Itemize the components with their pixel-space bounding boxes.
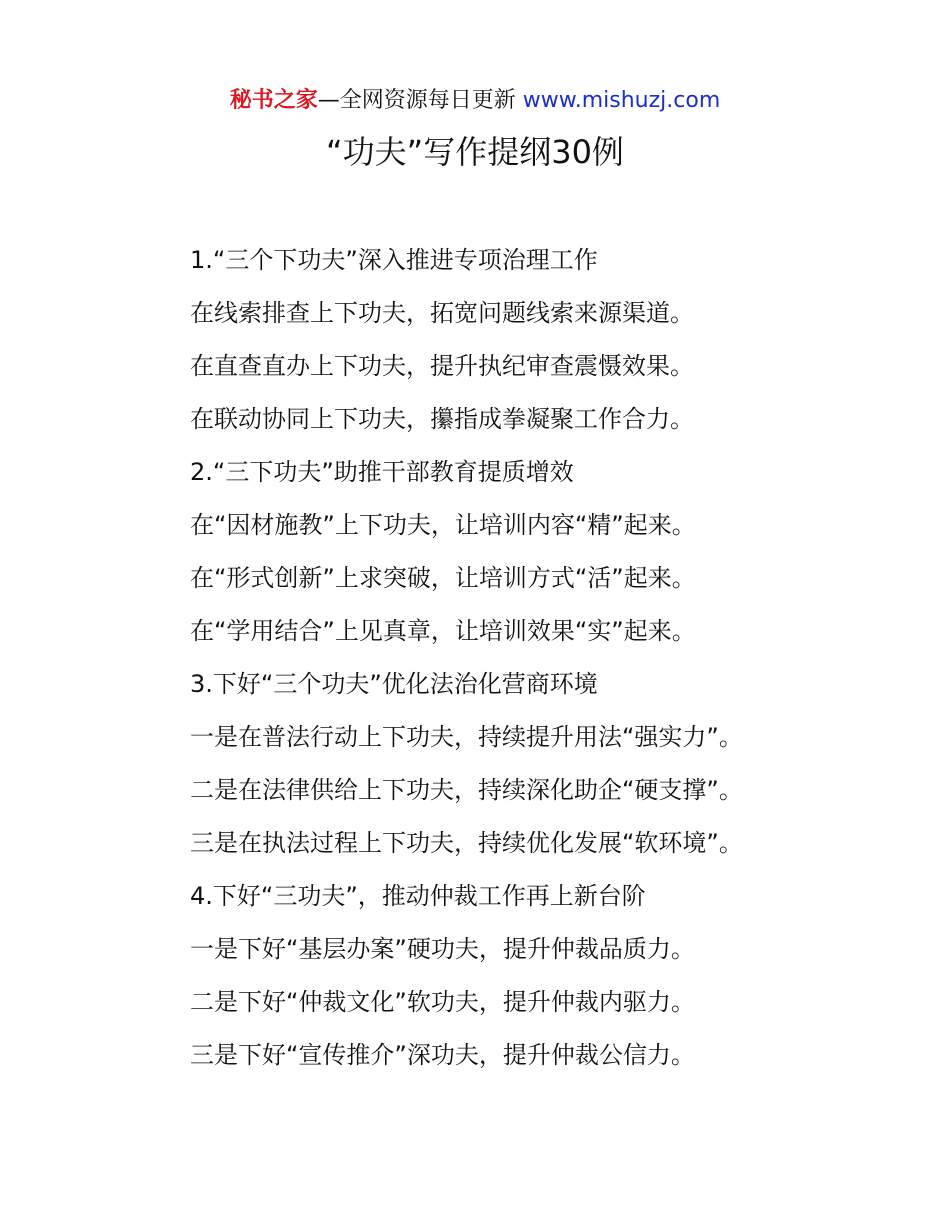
paragraph-line: 在直查直办上下功夫，提升执纪审查震慑效果。 [190, 352, 694, 380]
paragraph-line: 一是在普法行动上下功夫，持续提升用法“强实力”。 [190, 723, 743, 751]
section-heading: 1.“三个下功夫”深入推进专项治理工作 [190, 246, 598, 274]
paragraph-line: 在“形式创新”上求突破，让培训方式“活”起来。 [190, 564, 696, 592]
site-header [0, 86, 950, 116]
paragraph-line: 在“学用结合”上见真章，让培训效果“实”起来。 [190, 617, 696, 645]
section-heading: 2.“三下功夫”助推干部教育提质增效 [190, 458, 574, 486]
paragraph-line: 在联动协同上下功夫，攥指成拳凝聚工作合力。 [190, 405, 694, 433]
site-tagline: —全网资源每日更新 [317, 88, 523, 113]
paragraph-line: 一是下好“基层办案”硬功夫，提升仲裁品质力。 [190, 935, 695, 963]
paragraph-line: 在线索排查上下功夫，拓宽问题线索来源渠道。 [190, 299, 694, 327]
paragraph-line: 三是在执法过程上下功夫，持续优化发展“软环境”。 [190, 829, 743, 857]
paragraph-line: 三是下好“宣传推介”深功夫，提升仲裁公信力。 [190, 1041, 695, 1069]
section-heading: 4.下好“三功夫”，推动仲裁工作再上新台阶 [190, 882, 646, 910]
paragraph-line: 在“因材施教”上下功夫，让培训内容“精”起来。 [190, 511, 696, 539]
paragraph-line: 二是在法律供给上下功夫，持续深化助企“硬支撑”。 [190, 776, 743, 804]
section-heading: 3.下好“三个功夫”优化法治化营商环境 [190, 670, 598, 698]
document-title: “功夫”写作提纲30例 [326, 133, 624, 171]
brand-name: 秘书之家 [229, 88, 318, 113]
site-url-link[interactable]: www.mishuzj.com [522, 88, 721, 113]
document-body [190, 240, 910, 1088]
paragraph-line: 二是下好“仲裁文化”软功夫，提升仲裁内驱力。 [190, 988, 695, 1016]
